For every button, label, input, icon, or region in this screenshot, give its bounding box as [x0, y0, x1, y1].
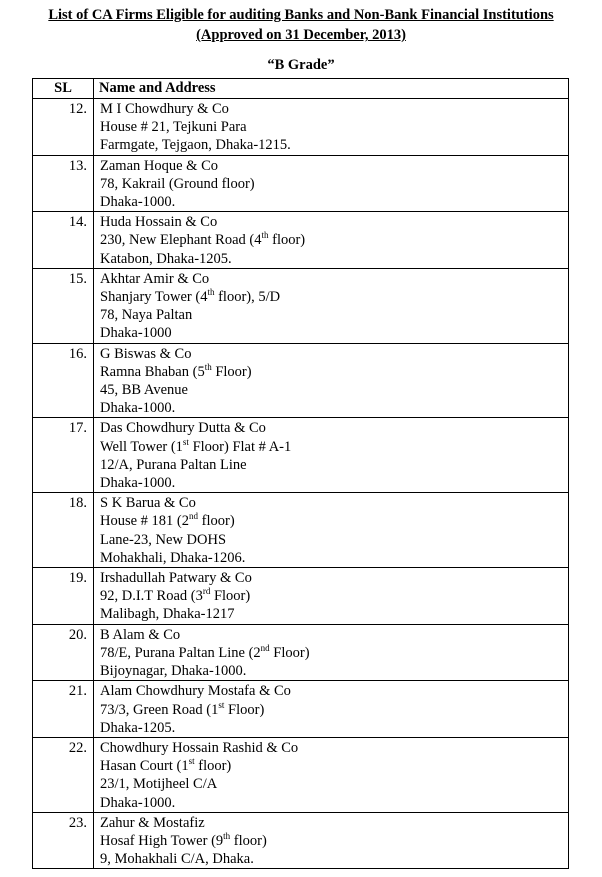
table-row [33, 343, 569, 418]
address-line: Dhaka-1000. [100, 400, 176, 417]
firm-name: Akhtar Amir & Co [100, 270, 210, 287]
table-row [33, 155, 569, 212]
serial-number: 20. [33, 624, 94, 681]
address-line: 78, Naya Paltan [100, 307, 193, 324]
firm-name-address [94, 343, 569, 418]
address-line: Lane-23, New DOHS [100, 531, 227, 548]
address-line: 92, D.I.T Road (3rd Floor) [100, 586, 251, 605]
address-line: 78/E, Purana Paltan Line (2nd Floor) [100, 643, 310, 661]
firm-name: Chowdhury Hossain Rashid & Co [100, 739, 299, 756]
address-line: Shanjary Tower (4th floor), 5/D [100, 287, 281, 306]
serial-number: 13. [33, 155, 94, 212]
ordinal-suffix: rd [202, 586, 211, 597]
address-line: Mohakhali, Dhaka-1206. [100, 549, 246, 566]
address-line: Dhaka-1000. [100, 475, 176, 492]
address-line: Farmgate, Tejgaon, Dhaka-1215. [100, 137, 291, 154]
table-row [33, 99, 569, 156]
firm-name-address [94, 568, 569, 625]
serial-number: 22. [33, 737, 94, 812]
serial-number: 21. [33, 681, 94, 738]
firm-name: Irshadullah Patwary & Co [100, 570, 252, 587]
address-line: Dhaka-1000. [100, 194, 176, 211]
firm-name: Zaman Hoque & Co [100, 157, 218, 174]
serial-number: 19. [33, 568, 94, 625]
firm-name-address [94, 681, 569, 738]
sl-column-header: SL [33, 79, 94, 99]
firm-name-address [94, 418, 569, 493]
ordinal-suffix: nd [189, 511, 199, 522]
document-title: List of CA Firms Eligible for auditing Banks and Non-Bank Financial Institutions [48, 7, 554, 23]
table-header-row [33, 79, 569, 99]
address-line: Dhaka-1000. [100, 794, 176, 811]
serial-number: 16. [33, 343, 94, 418]
address-line: Dhaka-1205. [100, 719, 176, 736]
firm-name-address [94, 812, 569, 869]
firms-table [32, 78, 569, 869]
serial-number: 18. [33, 493, 94, 568]
firm-name: M I Chowdhury & Co [100, 101, 229, 117]
address-line: Dhaka-1000 [100, 325, 172, 342]
table-body [33, 99, 569, 869]
firm-name-address [94, 624, 569, 681]
address-line: Katabon, Dhaka-1205. [100, 250, 232, 267]
firm-name-address [94, 737, 569, 812]
serial-number: 14. [33, 212, 94, 269]
firm-name-address [94, 155, 569, 212]
serial-number: 12. [33, 99, 94, 156]
firm-name-address [94, 268, 569, 343]
firm-name: Das Chowdhury Dutta & Co [100, 420, 266, 437]
ordinal-suffix: th [204, 362, 212, 373]
address-line: 73/3, Green Road (1st Floor) [100, 699, 265, 718]
address-line: House # 181 (2nd floor) [100, 511, 235, 530]
table-row [33, 493, 569, 568]
name-address-column-header: Name and Address [94, 79, 569, 99]
address-line: 45, BB Avenue [100, 382, 188, 399]
firm-name-address [94, 493, 569, 568]
address-line: 9, Mohakhali C/A, Dhaka. [100, 851, 254, 868]
serial-number: 23. [33, 812, 94, 869]
ordinal-suffix: st [188, 756, 195, 767]
table-row [33, 681, 569, 738]
address-line: House # 21, Tejkuni Para [100, 119, 247, 136]
table-row [33, 268, 569, 343]
table-row [33, 737, 569, 812]
table-row [33, 624, 569, 681]
ordinal-suffix: st [182, 436, 189, 447]
table-row [33, 568, 569, 625]
firm-name: S K Barua & Co [100, 495, 196, 512]
table-row [33, 212, 569, 269]
address-line: 78, Kakrail (Ground floor) [100, 175, 255, 192]
approval-date: (Approved on 31 December, 2013) [196, 27, 406, 43]
address-line: 230, New Elephant Road (4th floor) [100, 230, 306, 249]
ordinal-suffix: nd [260, 643, 270, 654]
address-line: Bijoynagar, Dhaka-1000. [100, 663, 247, 680]
address-line: Ramna Bhaban (5th Floor) [100, 362, 252, 380]
table-row [33, 812, 569, 869]
address-line: 23/1, Motijheel C/A [100, 776, 218, 793]
address-line: Hosaf High Tower (9th floor) [100, 831, 267, 849]
firm-name-address [94, 212, 569, 269]
firm-name-address [94, 99, 569, 156]
ordinal-suffix: th [207, 287, 215, 298]
address-line: Malibagh, Dhaka-1217 [100, 606, 235, 623]
address-line: Well Tower (1st Floor) Flat # A-1 [100, 436, 292, 455]
firm-name: B Alam & Co [100, 626, 181, 643]
ordinal-suffix: th [223, 831, 231, 842]
grade-heading: “B Grade” [267, 57, 335, 73]
table-row [33, 418, 569, 493]
address-line: Hasan Court (1st floor) [100, 756, 232, 775]
firm-name: G Biswas & Co [100, 345, 192, 362]
address-line: 12/A, Purana Paltan Line [100, 456, 247, 473]
firm-name: Alam Chowdhury Mostafa & Co [100, 683, 291, 700]
serial-number: 17. [33, 418, 94, 493]
ordinal-suffix: st [218, 699, 225, 710]
firm-name: Huda Hossain & Co [100, 214, 218, 231]
ordinal-suffix: th [261, 230, 269, 241]
firm-name: Zahur & Mostafiz [100, 814, 205, 831]
serial-number: 15. [33, 268, 94, 343]
